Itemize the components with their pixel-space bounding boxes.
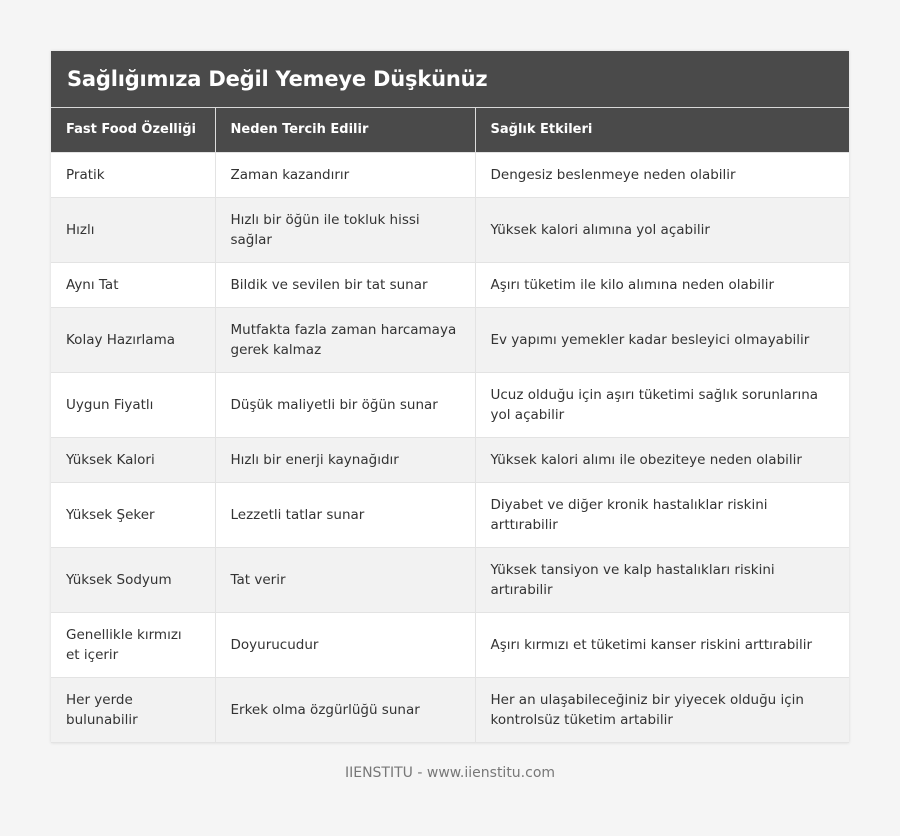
column-header-reason: Neden Tercih Edilir	[215, 108, 475, 152]
table-row	[51, 372, 849, 437]
cell-health-effect: Yüksek kalori alımına yol açabilir	[475, 197, 849, 262]
header-row	[51, 108, 849, 152]
table-row	[51, 437, 849, 482]
cell-feature: Yüksek Şeker	[51, 482, 215, 547]
cell-reason: Zaman kazandırır	[215, 152, 475, 197]
cell-reason: Hızlı bir öğün ile tokluk hissi sağlar	[215, 197, 475, 262]
table-row	[51, 262, 849, 307]
cell-health-effect: Aşırı tüketim ile kilo alımına neden olabilir	[475, 262, 849, 307]
table-row	[51, 482, 849, 547]
cell-health-effect: Yüksek tansiyon ve kalp hastalıkları riskini artırabilir	[475, 547, 849, 612]
cell-reason: Tat verir	[215, 547, 475, 612]
cell-health-effect: Her an ulaşabileceğiniz bir yiyecek olduğu için kontrolsüz tüketim artabilir	[475, 677, 849, 742]
cell-health-effect: Diyabet ve diğer kronik hastalıklar riskini arttırabilir	[475, 482, 849, 547]
cell-feature: Pratik	[51, 152, 215, 197]
cell-feature: Uygun Fiyatlı	[51, 372, 215, 437]
table-row	[51, 677, 849, 742]
cell-health-effect: Ev yapımı yemekler kadar besleyici olmayabilir	[475, 307, 849, 372]
cell-feature: Aynı Tat	[51, 262, 215, 307]
cell-feature: Kolay Hazırlama	[51, 307, 215, 372]
column-header-health-effects: Sağlık Etkileri	[475, 108, 849, 152]
table-row	[51, 152, 849, 197]
cell-feature: Genellikle kırmızı et içerir	[51, 612, 215, 677]
cell-feature: Hızlı	[51, 197, 215, 262]
data-table	[51, 108, 849, 743]
column-header-feature: Fast Food Özelliği	[51, 108, 215, 152]
cell-reason: Lezzetli tatlar sunar	[215, 482, 475, 547]
table-row	[51, 307, 849, 372]
table-row	[51, 197, 849, 262]
cell-reason: Mutfakta fazla zaman harcamaya gerek kalmaz	[215, 307, 475, 372]
cell-feature: Yüksek Kalori	[51, 437, 215, 482]
cell-feature: Yüksek Sodyum	[51, 547, 215, 612]
cell-health-effect: Ucuz olduğu için aşırı tüketimi sağlık sorunlarına yol açabilir	[475, 372, 849, 437]
cell-reason: Erkek olma özgürlüğü sunar	[215, 677, 475, 742]
footer-credit: IIENSTITU - www.iienstitu.com	[344, 765, 556, 781]
cell-reason: Bildik ve sevilen bir tat sunar	[215, 262, 475, 307]
cell-health-effect: Aşırı kırmızı et tüketimi kanser riskini arttırabilir	[475, 612, 849, 677]
table-row	[51, 547, 849, 612]
cell-reason: Düşük maliyetli bir öğün sunar	[215, 372, 475, 437]
table-card	[51, 51, 849, 743]
table-row	[51, 612, 849, 677]
cell-feature: Her yerde bulunabilir	[51, 677, 215, 742]
cell-reason: Hızlı bir enerji kaynağıdır	[215, 437, 475, 482]
cell-health-effect: Dengesiz beslenmeye neden olabilir	[475, 152, 849, 197]
table-title: Sağlığımıza Değil Yemeye Düşkünüz	[51, 51, 849, 108]
cell-health-effect: Yüksek kalori alımı ile obeziteye neden olabilir	[475, 437, 849, 482]
cell-reason: Doyurucudur	[215, 612, 475, 677]
